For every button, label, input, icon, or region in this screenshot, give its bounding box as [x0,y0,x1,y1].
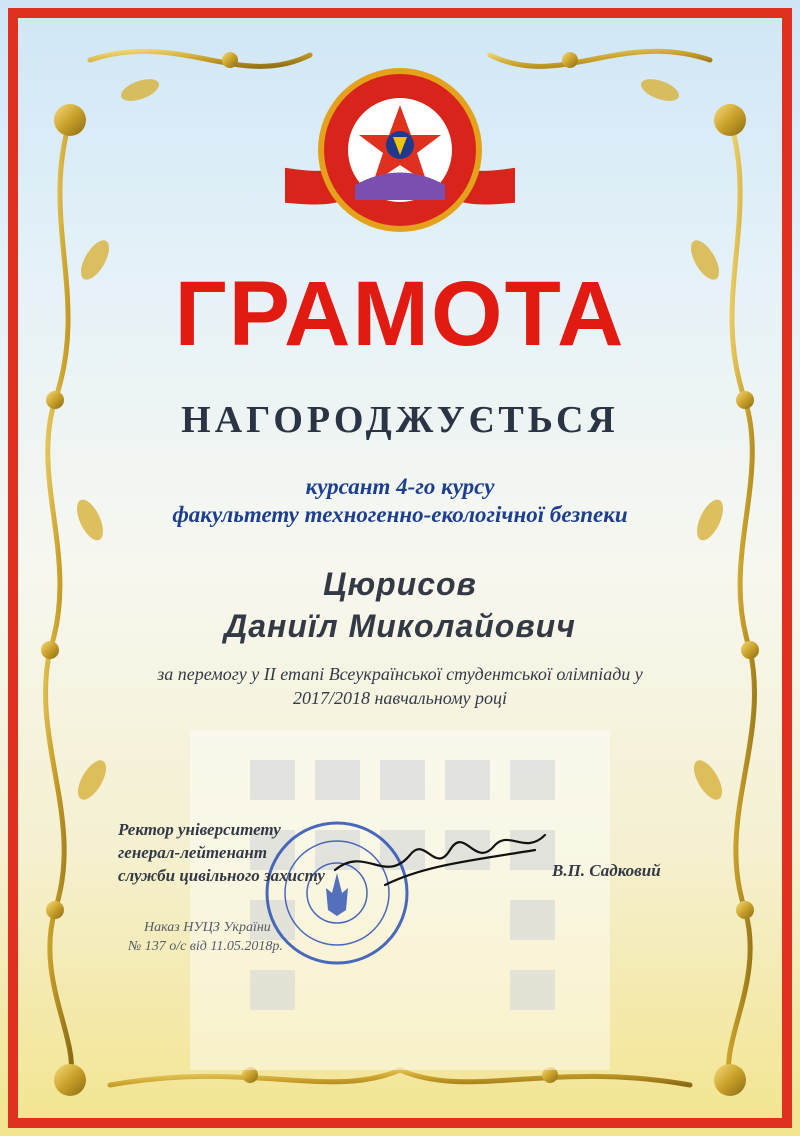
award-reason-line2: 2017/2018 навчальному році [292,688,508,708]
university-emblem [285,65,515,245]
rector-line-2: генерал-лейтенант [118,843,268,862]
recipient-rank: курсант 4-го курсу [305,474,495,499]
award-reason-line1: за перемогу у ІІ етапі Всеукраїнської студентської олімпіади у [157,664,643,684]
award-heading: НАГОРОДЖУЄТЬСЯ [181,399,619,441]
order-line-1: Наказ НУЦЗ України [144,920,271,935]
order-reference [128,918,283,956]
rector-line-3: служби цивільного захисту [118,866,325,885]
recipient-faculty: факультету техногенно-екологічної безпеки [172,502,628,527]
rector-line-1: Ректор університету [118,820,281,839]
signer-name: В.П. Садковий [552,861,661,880]
order-line-2: № 137 о/с від 11.05.2018р. [128,939,283,954]
rector-signature [325,815,555,905]
recipient-given-names: Даниїл Миколайович [224,608,576,644]
certificate-title: ГРАМОТА [174,263,626,365]
rector-title-block [118,818,325,887]
recipient-surname: Цюрисов [323,566,477,602]
